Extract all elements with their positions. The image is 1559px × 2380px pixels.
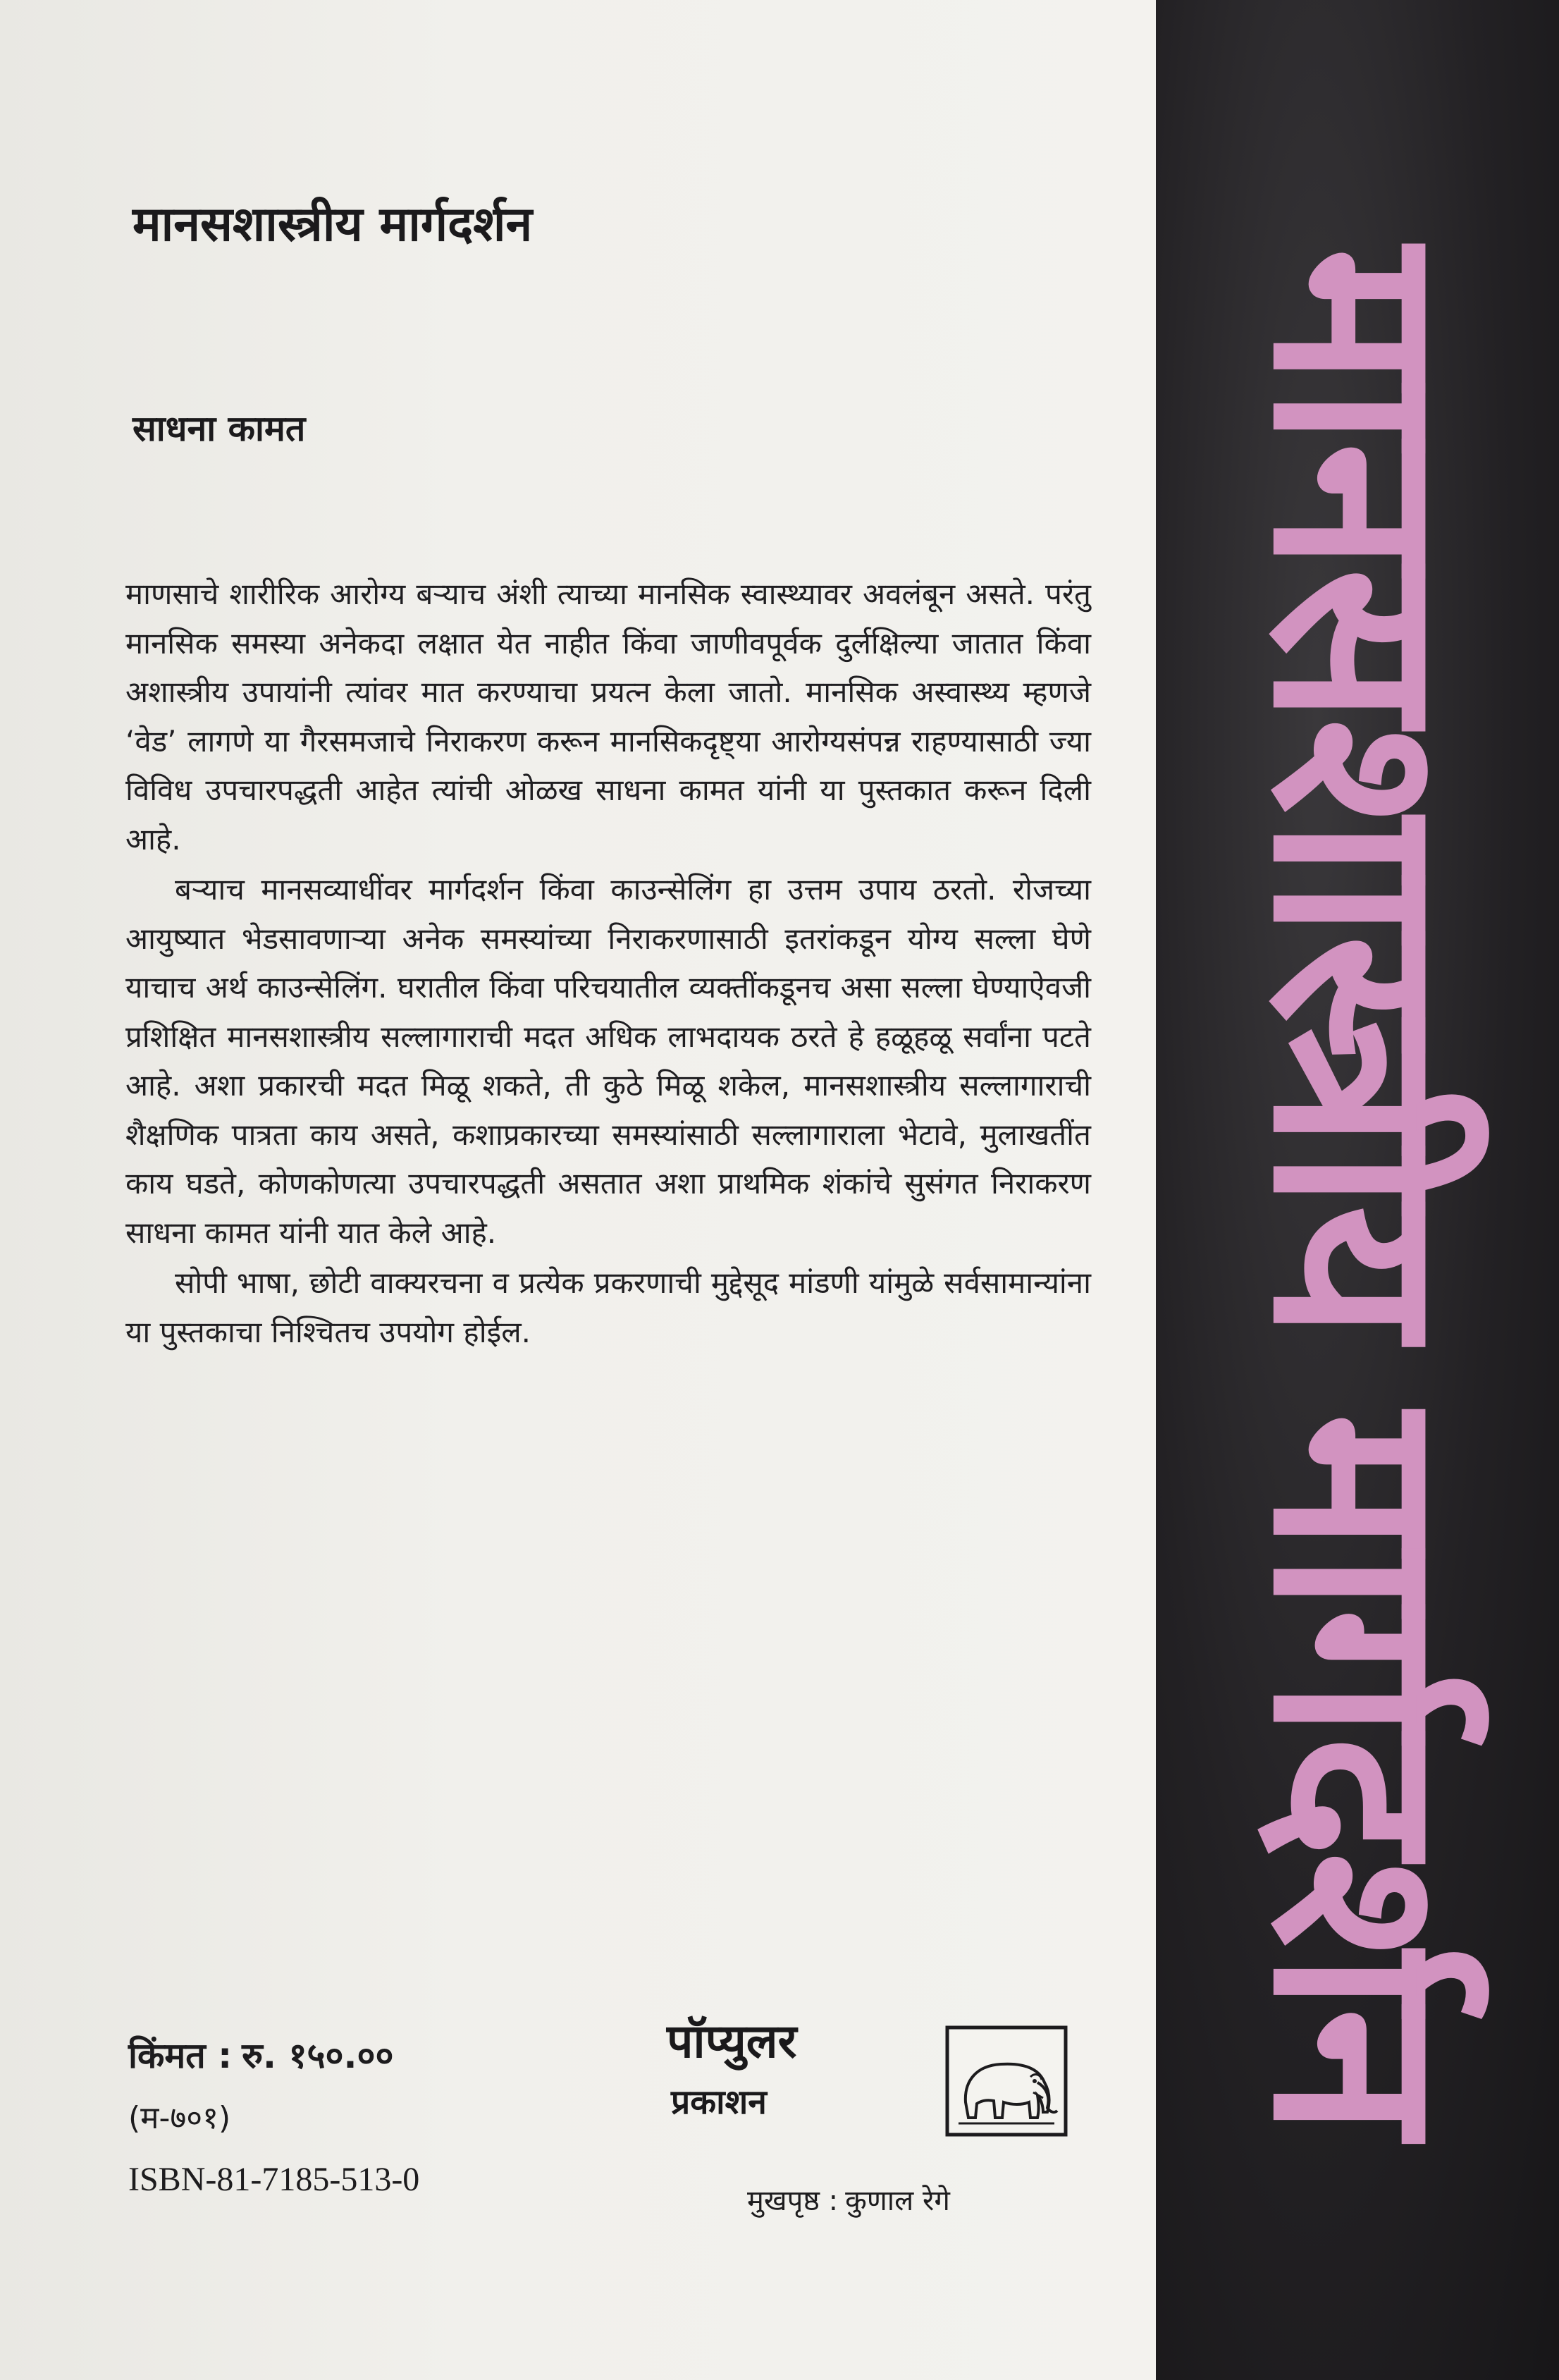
cover-credit-name: कुणाल रेगे <box>845 2185 950 2217</box>
author-name: साधना कामत <box>133 408 306 449</box>
elephant-logo-icon <box>944 2025 1068 2137</box>
isbn: ISBN-81-7185-513-0 <box>128 2161 420 2198</box>
price <box>128 2030 403 2078</box>
blurb-paragraph-2: बऱ्याच मानसव्याधींवर मार्गदर्शन किंवा काउन्सेलिंग हा उत्तम उपाय ठरतो. रोजच्या आयुष्यात भेडसावणाऱ्या अनेक समस्यांच्या निराकरणासाठी इतरांकडून योग्य सल्ला घेणे याचाच अर्थ काउन्सेलिंग. घरातील किंवा परिचयातील व्यक्तींकडूनच असा सल्ला घेण्याऐवजी प्रशिक्षित मानसशास्त्रीय सल्लागाराची मदत अधिक लाभदायक ठरते हे हळूहळू सर्वांना पटते आहे. अशा प्रकारची मदत मिळू शकते, ती कुठे मिळू शकेल, मानसशास्त्रीय सल्लागाराची शैक्षणिक पात्रता काय असते, कशाप्रकारच्या समस्यांसाठी सल्लागाराला भेटावे, मुलाखतींत काय घडते, कोणकोणत्या उपचारपद्धती असतात अशा प्राथमिक शंकांचे सुसंगत निराकरण साधना कामत यांनी यात केले आहे. <box>125 872 1091 1250</box>
price-value: रु. १५०.०० <box>242 2035 394 2076</box>
cover-design-credit <box>747 2180 957 2219</box>
blurb-paragraph-3: सोपी भाषा, छोटी वाक्यरचना व प्रत्येक प्रकरणाची मुद्देसूद मांडणी यांमुळे सर्वसामान्यांना या पुस्तकाचा निश्चितच उपयोग होईल. <box>125 1265 1091 1349</box>
cover-credit-label: मुखपृष्ठ : <box>747 2185 839 2217</box>
publisher-subtitle: प्रकाशन <box>671 2082 767 2122</box>
blurb-paragraph-1: माणसाचे शारीरिक आरोग्य बऱ्याच अंशी त्याच्या मानसिक स्वास्थ्यावर अवलंबून असते. परंतु मानसिक समस्या अनेकदा लक्षात येत नाहीत किंवा जाणीवपूर्वक दुर्लक्षिल्या जातात किंवा अशास्त्रीय उपायांनी त्यांवर मात करण्याचा प्रयत्न केला जातो. मानसिक अस्वास्थ्य म्हणजे ‘वेड’ लागणे या गैरसमजाचे निराकरण करून मानसिकदृष्ट्या आरोग्यसंपन्न राहण्यासाठी ज्या विविध उपचारपद्धती आहेत त्यांची ओळख साधना कामत यांनी या पुस्तकात करून दिली आहे. <box>125 577 1091 857</box>
spine-title: मानसशास्त्रीय मार्गदर्शन <box>1222 247 1493 2133</box>
price-label: किंमत : <box>128 2035 233 2076</box>
book-title: मानसशास्त्रीय मार्गदर्शन <box>133 197 533 252</box>
catalog-code: (म-७०१) <box>128 2100 231 2136</box>
book-blurb <box>125 570 1091 1358</box>
publisher-name: पॉप्युलर <box>667 2014 797 2068</box>
